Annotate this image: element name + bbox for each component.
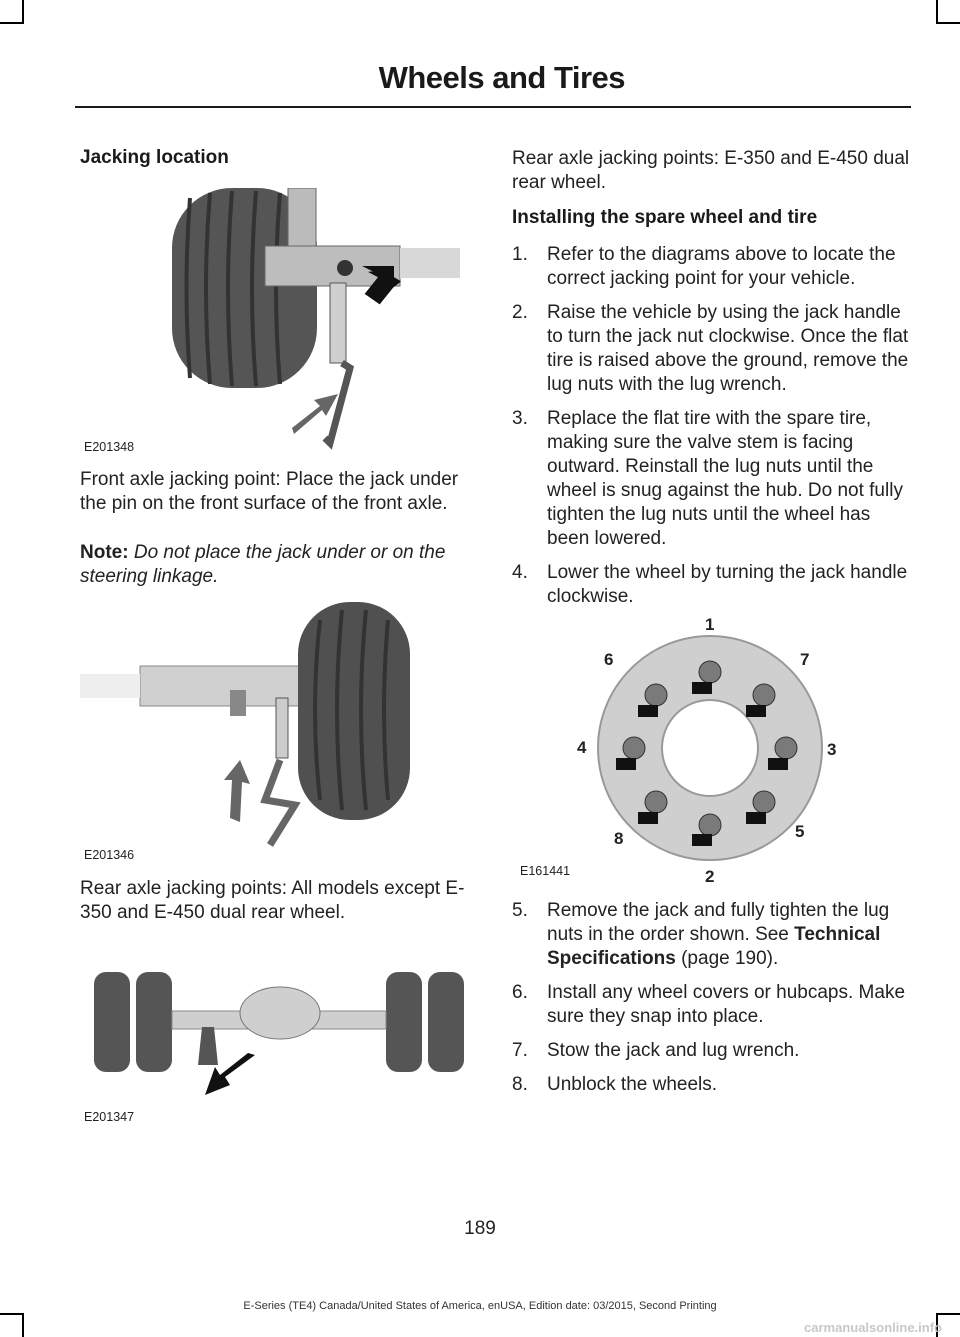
bolt-label: 1 [705, 615, 715, 634]
step-text: Stow the jack and lug wrench. [547, 1040, 800, 1061]
lug-nut-wheel-illustration [512, 612, 912, 884]
step-text: Replace the flat tire with the spare tire, making sure the valve stem is facing outward. Reinstall the lug nuts until the wheel is snug against the hub. Do not fully tighten the lug nuts until the wheel has been lowered. [547, 408, 903, 549]
bolt-label: 3 [827, 740, 837, 759]
heading-jacking-location: Jacking location [80, 147, 229, 168]
crop-mark [936, 1313, 960, 1315]
bolt-label: 7 [800, 650, 810, 669]
step-number: 8. [512, 1074, 528, 1095]
caption-front-axle: Front axle jacking point: Place the jack under the pin on the front surface of the front axle. [80, 469, 459, 514]
note-text: Do not place the jack under or on the steering linkage. [80, 542, 446, 587]
page-number: 189 [464, 1218, 496, 1239]
heading-installing-spare: Installing the spare wheel and tire [512, 207, 818, 228]
bolt-label: 8 [614, 829, 624, 848]
list-item [512, 1073, 917, 1097]
figure-front-axle [80, 188, 470, 460]
list-item [512, 1039, 917, 1063]
note [80, 541, 475, 589]
figure-id: E201348 [84, 440, 135, 454]
cross-reference-link[interactable]: Technical Specifications [547, 924, 881, 969]
list-item [512, 243, 917, 291]
step-text: Raise the vehicle by using the jack handle to turn the jack nut clockwise. Once the flat tire is raised above the ground, remove the lug nuts with the lug wrench. [547, 302, 909, 395]
crop-mark [22, 0, 24, 24]
step-text: Install any wheel covers or hubcaps. Make sure they snap into place. [547, 982, 906, 1027]
section-title: Wheels and Tires [378, 60, 625, 95]
crop-mark [0, 22, 24, 24]
list-item [512, 301, 917, 397]
figure-id: E161441 [520, 864, 571, 878]
rear-axle-illustration [80, 600, 470, 865]
step-number: 7. [512, 1040, 528, 1061]
dual-rear-axle-illustration [80, 955, 475, 1130]
crop-mark [936, 0, 938, 24]
list-item [512, 981, 917, 1029]
step-number: 3. [512, 408, 528, 429]
step-number: 6. [512, 982, 528, 1003]
step-number: 5. [512, 900, 528, 921]
note-label: Note: [80, 542, 129, 563]
figure-dual-rear-axle [80, 955, 475, 1130]
bolt-label: 2 [705, 867, 715, 884]
bolt-label: 4 [577, 738, 587, 757]
crop-mark [22, 1313, 24, 1337]
list-item [512, 407, 917, 551]
bolt-label: 6 [604, 650, 614, 669]
step-number: 1. [512, 244, 528, 265]
steps-list-b [512, 899, 917, 1107]
list-item [512, 899, 917, 971]
step-text: Lower the wheel by turning the jack handle clockwise. [547, 562, 908, 607]
watermark: carmanualsonline.info [804, 1320, 942, 1335]
step-text: Unblock the wheels. [547, 1074, 718, 1095]
step-text: Refer to the diagrams above to locate the correct jacking point for your vehicle. [547, 244, 896, 289]
step-number: 4. [512, 562, 528, 583]
figure-id: E201347 [84, 1110, 135, 1124]
step-number: 2. [512, 302, 528, 323]
front-axle-illustration [80, 188, 470, 460]
figure-id: E201346 [84, 848, 135, 862]
header-rule [75, 106, 911, 108]
steps-list-a [512, 243, 917, 619]
bolt-label: 5 [795, 822, 805, 841]
caption-rear-axle: Rear axle jacking points: All models except E-350 and E-450 dual rear wheel. [80, 878, 465, 923]
crop-mark [0, 1313, 24, 1315]
figure-lug-nut-order [512, 612, 912, 884]
figure-rear-axle [80, 600, 470, 865]
caption-dual-rear: Rear axle jacking points: E-350 and E-450 dual rear wheel. [512, 148, 910, 193]
list-item [512, 561, 917, 609]
edition-line: E-Series (TE4) Canada/United States of America, enUSA, Edition date: 03/2015, Second Printing [243, 1300, 717, 1312]
step-text: Remove the jack and fully tighten the lug nuts in the order shown. See [547, 900, 890, 945]
crop-mark [936, 22, 960, 24]
page-reference: (page 190). [681, 948, 779, 969]
